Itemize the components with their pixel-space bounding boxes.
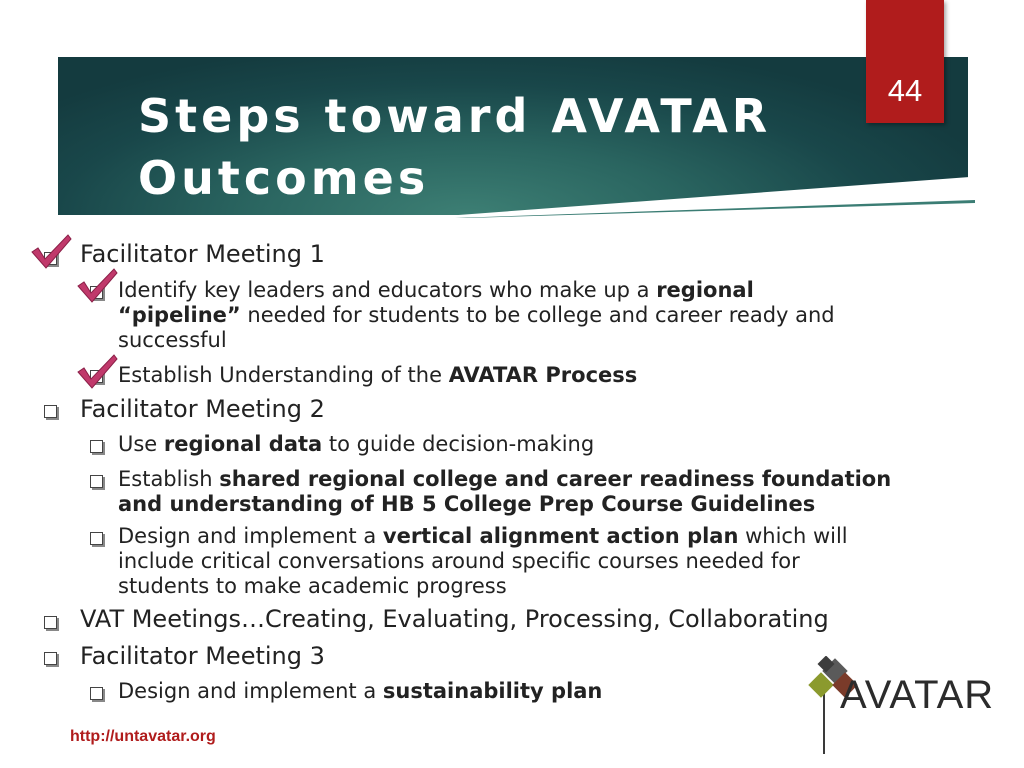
title-line-1: Steps toward AVATAR xyxy=(138,89,772,143)
square-bullet-icon xyxy=(44,652,57,665)
check-icon xyxy=(74,266,120,306)
sub-bullet-identify-leaders-line3: successful xyxy=(118,328,227,352)
slide-title xyxy=(138,85,838,209)
sub-bullet-shared-foundation xyxy=(118,467,891,492)
logo-wordmark: AVATAR xyxy=(840,673,995,717)
title-line-2: Outcomes xyxy=(138,151,430,205)
square-bullet-icon xyxy=(90,687,103,700)
text: needed for students to be college and career ready and xyxy=(240,303,835,327)
bullet-facilitator-meeting-3: Facilitator Meeting 3 xyxy=(80,642,325,670)
sub-bullet-shared-foundation-line2 xyxy=(118,492,815,517)
square-bullet-icon xyxy=(44,405,57,418)
bold-text: “pipeline” xyxy=(118,303,241,327)
square-bullet-icon xyxy=(90,532,103,545)
text: Establish xyxy=(118,467,220,491)
text: Design and implement a xyxy=(118,679,383,703)
bold-text: vertical alignment action plan xyxy=(382,524,739,548)
sub-bullet-regional-data xyxy=(118,432,594,457)
square-bullet-icon xyxy=(90,475,103,488)
sub-bullet-sustainability xyxy=(118,679,602,704)
sub-bullet-vertical-alignment xyxy=(118,524,848,549)
sub-bullet-vertical-alignment-line2: include critical conversations around specific courses needed for xyxy=(118,549,800,573)
slide-number: 44 xyxy=(887,73,923,108)
sub-bullet-avatar-process xyxy=(118,363,637,388)
bold-text: regional xyxy=(656,278,754,302)
bold-text: sustainability plan xyxy=(382,679,603,703)
bullet-vat-meetings: VAT Meetings…Creating, Evaluating, Processing, Collaborating xyxy=(80,605,829,633)
square-bullet-icon xyxy=(44,616,57,629)
bullet-facilitator-meeting-2: Facilitator Meeting 2 xyxy=(80,395,325,423)
check-icon xyxy=(28,232,74,272)
bold-text: and understanding of HB 5 College Prep Course Guidelines xyxy=(118,492,816,516)
bold-text: shared regional college and career readiness foundation xyxy=(219,467,892,491)
bold-text: AVATAR Process xyxy=(448,363,638,387)
square-bullet-icon xyxy=(90,440,103,453)
slide-number-tab xyxy=(866,0,944,123)
text: Design and implement a xyxy=(118,524,383,548)
text: Use xyxy=(118,432,164,456)
sub-bullet-vertical-alignment-line3: students to make academic progress xyxy=(118,574,507,598)
bullet-facilitator-meeting-1: Facilitator Meeting 1 xyxy=(80,240,325,268)
sub-bullet-identify-leaders xyxy=(118,278,754,303)
text: to guide decision-making xyxy=(322,432,595,456)
text: Identify key leaders and educators who make up a xyxy=(118,278,657,302)
text: Establish Understanding of the xyxy=(118,363,449,387)
sub-bullet-identify-leaders-line2 xyxy=(118,303,835,328)
bold-text: regional data xyxy=(163,432,323,456)
text: which will xyxy=(738,524,848,548)
footer-url-link[interactable]: http://untavatar.org xyxy=(70,728,216,745)
check-icon xyxy=(74,352,120,392)
